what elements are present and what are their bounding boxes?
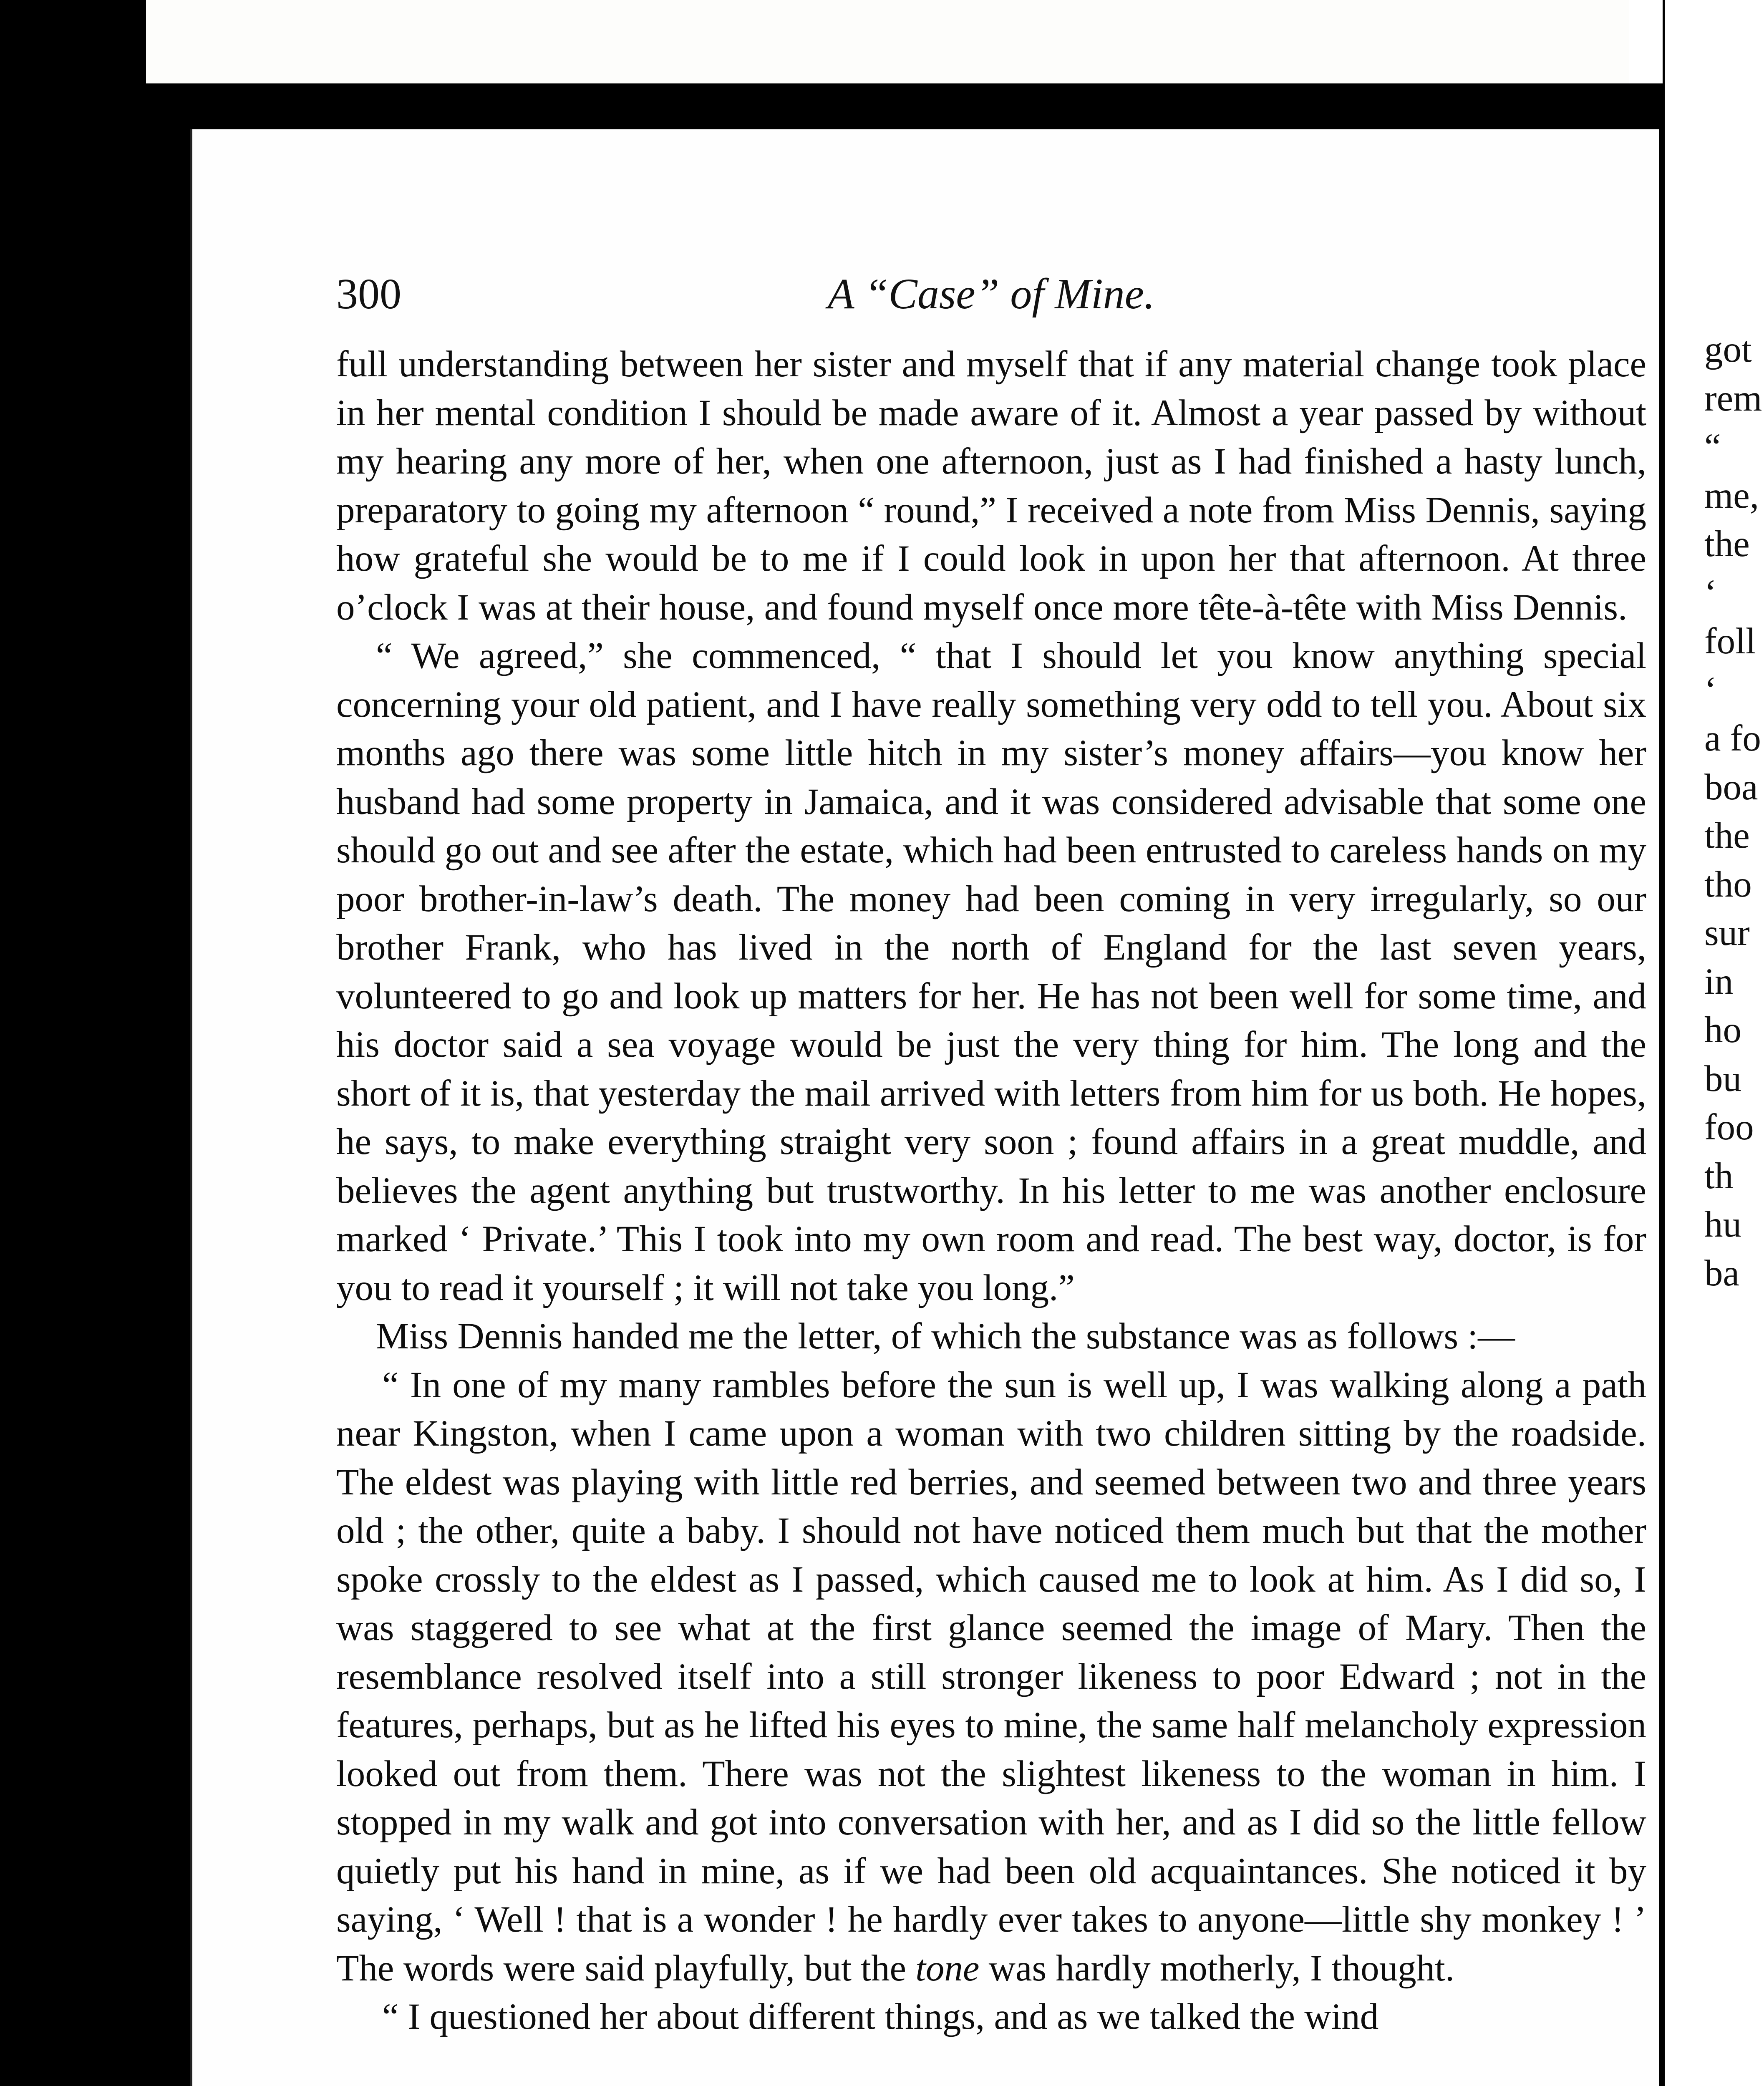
emphasis: tone bbox=[915, 1947, 980, 1989]
fragment-line: in bbox=[1704, 961, 1734, 1002]
paragraph: Miss Dennis handed me the letter, of which the substance was as follows :— bbox=[376, 1316, 1515, 1357]
paragraph: “ In one of my many rambles before the sun is well up, I was walking along a path near Kingston, when I came upon a woman with two children sitting by the roadside. The eldest was playing with little red berries, and seemed between two and three years old ; the other, quite a baby. I should not have noticed them much but that the mother spoke crossly to the eldest as I passed, which caused me to look at him. As I did so, I was staggered to see what at the first glance seemed the image of Mary. Then the resemblance resolved itself into a still stronger likeness to poor Edward ; not in the features, perhaps, but as he lifted his eyes to mine, the same half melancholy expression looked out from them. There was not the slightest likeness to the woman in him. I stopped in my walk and got into conversation with her, and as I did so the little fellow quietly put his hand in mine, as if we had been old acquaintances. She noticed it by saying, ‘ Well ! that is a wonder ! he hardly ever takes to anyone—little shy monkey ! ’ The words were said playfully, but the tone was hardly motherly, I thought. bbox=[336, 1364, 1646, 1989]
fragment-line: the bbox=[1704, 815, 1750, 856]
fragment-line: foo bbox=[1704, 1107, 1754, 1148]
page-number: 300 bbox=[336, 270, 401, 318]
fragment-line: a fo bbox=[1704, 718, 1761, 759]
fragment-line: foll bbox=[1704, 621, 1756, 662]
page-body bbox=[336, 340, 1646, 2041]
fragment-line: boa bbox=[1704, 766, 1758, 808]
running-title: A “Case” of Mine. bbox=[828, 270, 1155, 318]
running-head bbox=[336, 269, 1646, 328]
previous-page-edge bbox=[146, 0, 1635, 83]
fragment-line: tho bbox=[1704, 864, 1752, 905]
paragraph: full understanding between her sister and myself that if any material change took place in her mental condition I should be made aware of it. Almost a year passed by without my hearing any more of her, when one afternoon, just as I had finished a hasty lunch, preparatory to going my afternoon “ round,” I received a note from Miss Dennis, saying how grateful she would be to me if I could look in upon her that afternoon. At three o’clock I was at their house, and found myself once more tête-à-tête with Miss Dennis. bbox=[336, 344, 1646, 628]
fragment-line: sur bbox=[1704, 912, 1750, 953]
fragment-line: rem bbox=[1704, 378, 1762, 419]
fragment-line: ‘ bbox=[1704, 572, 1717, 613]
fragment-line: th bbox=[1704, 1155, 1734, 1197]
fragment-line: got bbox=[1704, 329, 1752, 370]
fragment-line: ba bbox=[1704, 1252, 1740, 1294]
fragment-line: hu bbox=[1704, 1204, 1741, 1245]
fragment-line: bu bbox=[1704, 1058, 1741, 1099]
facing-page-text bbox=[1704, 325, 1764, 1297]
paragraph: “ I questioned her about different things, and as we talked the wind bbox=[382, 1996, 1379, 2037]
book-page bbox=[190, 129, 1659, 2086]
fragment-line: the bbox=[1704, 524, 1750, 564]
fragment-line: ho bbox=[1704, 1010, 1741, 1051]
fragment-line: me, bbox=[1704, 475, 1759, 516]
paragraph: “ We agreed,” she commenced, “ that I should let you know anything special concerning your old patient, and I have really something very odd to tell you. About six months ago there was some little hitch in my sister’s money affairs—you know her husband had some property in Jamaica, and it was considered advisable that some one should go out and see after the estate, which had been entrusted to careless hands on my poor brother-in-law’s death. The money had been coming in very irregularly, so our brother Frank, who has lived in the north of England for the last seven years, volunteered to go and look up matters for her. He has not been well for some time, and his doctor said a sea voyage would be just the very thing for him. The long and the short of it is, that yesterday the mail arrived with letters from him for us both. He hopes, he says, to make everything straight very soon ; found affairs in a great muddle, and believes the agent anything but trustworthy. In his letter to me was another enclosure marked ‘ Private.’ This I took into my own room and read. The best way, doctor, is for you to read it yourself ; it will not take you long.” bbox=[336, 635, 1646, 1308]
fragment-line: ‘ bbox=[1704, 669, 1717, 710]
fragment-line: “ bbox=[1704, 426, 1721, 467]
adjacent-page-edge bbox=[1629, 0, 1663, 83]
